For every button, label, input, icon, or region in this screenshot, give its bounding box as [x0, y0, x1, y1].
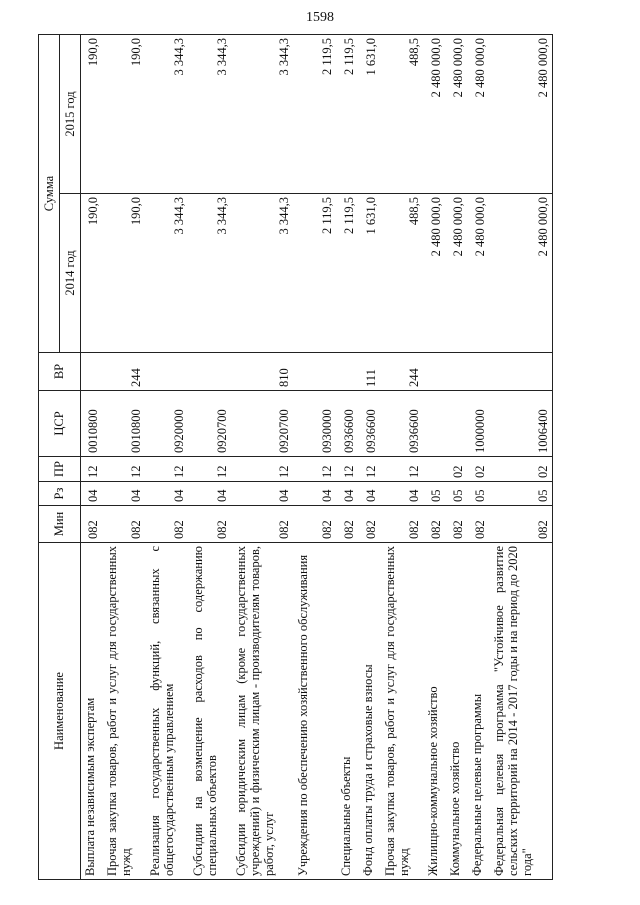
cell-name: Учреждения по обеспечению хозяйственного обслуживания — [294, 543, 337, 880]
cell-vr — [81, 353, 103, 391]
cell-pr: 12 — [381, 457, 424, 482]
cell-name: Федеральная целевая программа "Устойчивое развитие сельских территорий на 2014 - 2017 годы и на период до 2020 года" — [490, 543, 553, 880]
table-header — [39, 35, 81, 880]
cell-y2014: 3 344,3 — [232, 194, 294, 353]
table-row — [294, 35, 337, 880]
header-csr: ЦСР — [39, 391, 81, 457]
cell-y2015: 2 119,5 — [294, 35, 337, 194]
cell-name: Фонд оплаты труда и страховые взносы — [359, 543, 381, 880]
cell-rz: 04 — [337, 482, 359, 506]
cell-rz: 04 — [359, 482, 381, 506]
rotated-table-container — [38, 35, 618, 880]
cell-y2014: 2 119,5 — [337, 194, 359, 353]
cell-rz: 05 — [468, 482, 490, 506]
cell-csr: 0010800 — [103, 391, 146, 457]
cell-csr: 1006400 — [490, 391, 553, 457]
cell-vr — [294, 353, 337, 391]
table-row — [81, 35, 103, 880]
cell-min: 082 — [381, 506, 424, 543]
cell-min: 082 — [359, 506, 381, 543]
cell-min: 082 — [81, 506, 103, 543]
cell-name: Субсидии юридическим лицам (кроме государственных учреждений) и физическим лицам - производителям товаров, работ, услуг — [232, 543, 294, 880]
cell-vr — [337, 353, 359, 391]
table-row — [103, 35, 146, 880]
cell-csr: 1000000 — [468, 391, 490, 457]
cell-csr: 0920700 — [232, 391, 294, 457]
cell-pr: 12 — [103, 457, 146, 482]
cell-name: Жилищно-коммунальное хозяйство — [424, 543, 446, 880]
cell-y2014: 3 344,3 — [146, 194, 189, 353]
cell-y2014: 488,5 — [381, 194, 424, 353]
cell-csr: 0920000 — [146, 391, 189, 457]
cell-csr: 0936600 — [337, 391, 359, 457]
cell-vr: 111 — [359, 353, 381, 391]
cell-pr: 12 — [337, 457, 359, 482]
cell-pr: 02 — [468, 457, 490, 482]
cell-vr — [468, 353, 490, 391]
cell-csr — [424, 391, 446, 457]
page-number: 1598 — [306, 10, 334, 25]
cell-y2014: 190,0 — [103, 194, 146, 353]
cell-y2014: 2 480 000,0 — [468, 194, 490, 353]
cell-y2015: 3 344,3 — [189, 35, 232, 194]
header-min: Мин — [39, 506, 81, 543]
table-row — [446, 35, 468, 880]
cell-name: Реализация государственных функций, связанных с общегосударственным управлением — [146, 543, 189, 880]
cell-vr — [424, 353, 446, 391]
cell-csr: 0930000 — [294, 391, 337, 457]
cell-csr: 0936600 — [359, 391, 381, 457]
cell-name: Специальные объекты — [337, 543, 359, 880]
cell-y2015: 2 480 000,0 — [490, 35, 553, 194]
cell-pr: 12 — [294, 457, 337, 482]
cell-rz: 04 — [294, 482, 337, 506]
cell-y2014: 1 631,0 — [359, 194, 381, 353]
cell-vr: 244 — [103, 353, 146, 391]
cell-rz: 05 — [446, 482, 468, 506]
cell-y2014: 2 480 000,0 — [424, 194, 446, 353]
header-year-2015: 2015 год — [60, 35, 81, 194]
cell-vr — [490, 353, 553, 391]
cell-rz: 05 — [490, 482, 553, 506]
cell-vr: 244 — [381, 353, 424, 391]
cell-min: 082 — [189, 506, 232, 543]
cell-rz: 05 — [424, 482, 446, 506]
cell-min: 082 — [424, 506, 446, 543]
cell-y2014: 190,0 — [81, 194, 103, 353]
cell-vr — [446, 353, 468, 391]
table-row — [381, 35, 424, 880]
cell-csr — [446, 391, 468, 457]
cell-y2015: 2 480 000,0 — [468, 35, 490, 194]
table-row — [490, 35, 553, 880]
cell-rz: 04 — [146, 482, 189, 506]
cell-csr: 0920700 — [189, 391, 232, 457]
cell-vr — [146, 353, 189, 391]
table-body — [81, 35, 553, 880]
cell-rz: 04 — [189, 482, 232, 506]
table-row — [146, 35, 189, 880]
cell-pr: 12 — [189, 457, 232, 482]
header-pr: ПР — [39, 457, 81, 482]
cell-csr: 0936600 — [381, 391, 424, 457]
cell-min: 082 — [146, 506, 189, 543]
cell-rz: 04 — [381, 482, 424, 506]
header-year-2014: 2014 год — [60, 194, 81, 353]
cell-y2015: 190,0 — [81, 35, 103, 194]
cell-rz: 04 — [81, 482, 103, 506]
cell-y2015: 2 119,5 — [337, 35, 359, 194]
table-row — [189, 35, 232, 880]
table-row — [232, 35, 294, 880]
cell-y2015: 2 480 000,0 — [446, 35, 468, 194]
cell-name: Коммунальное хозяйство — [446, 543, 468, 880]
table-row — [468, 35, 490, 880]
budget-table — [38, 34, 553, 880]
cell-min: 082 — [468, 506, 490, 543]
cell-pr: 12 — [81, 457, 103, 482]
cell-pr: 12 — [146, 457, 189, 482]
cell-min: 082 — [446, 506, 468, 543]
cell-y2015: 3 344,3 — [146, 35, 189, 194]
cell-min: 082 — [337, 506, 359, 543]
header-vr: ВР — [39, 353, 81, 391]
cell-name: Выплата независимым экспертам — [81, 543, 103, 880]
cell-y2015: 1 631,0 — [359, 35, 381, 194]
cell-y2015: 3 344,3 — [232, 35, 294, 194]
cell-y2014: 2 119,5 — [294, 194, 337, 353]
cell-vr: 810 — [232, 353, 294, 391]
cell-y2015: 190,0 — [103, 35, 146, 194]
cell-pr: 02 — [490, 457, 553, 482]
cell-pr: 12 — [232, 457, 294, 482]
cell-name: Прочая закупка товаров, работ и услуг для государственных нужд — [381, 543, 424, 880]
cell-name: Прочая закупка товаров, работ и услуг для государственных нужд — [103, 543, 146, 880]
cell-y2015: 2 480 000,0 — [424, 35, 446, 194]
cell-csr: 0010800 — [81, 391, 103, 457]
header-name: Наименование — [39, 543, 81, 880]
cell-min: 082 — [294, 506, 337, 543]
cell-y2014: 2 480 000,0 — [446, 194, 468, 353]
cell-y2014: 2 480 000,0 — [490, 194, 553, 353]
cell-rz: 04 — [103, 482, 146, 506]
cell-y2014: 3 344,3 — [189, 194, 232, 353]
table-row — [337, 35, 359, 880]
cell-min: 082 — [232, 506, 294, 543]
cell-y2015: 488,5 — [381, 35, 424, 194]
cell-min: 082 — [490, 506, 553, 543]
cell-vr — [189, 353, 232, 391]
table-row — [359, 35, 381, 880]
header-sum: Сумма — [39, 35, 60, 353]
cell-pr: 12 — [359, 457, 381, 482]
cell-pr — [424, 457, 446, 482]
cell-name: Федеральные целевые программы — [468, 543, 490, 880]
cell-name: Субсидии на возмещение расходов по содержанию специальных объектов — [189, 543, 232, 880]
table-row — [424, 35, 446, 880]
cell-pr: 02 — [446, 457, 468, 482]
header-rz: Рз — [39, 482, 81, 506]
cell-min: 082 — [103, 506, 146, 543]
cell-rz: 04 — [232, 482, 294, 506]
